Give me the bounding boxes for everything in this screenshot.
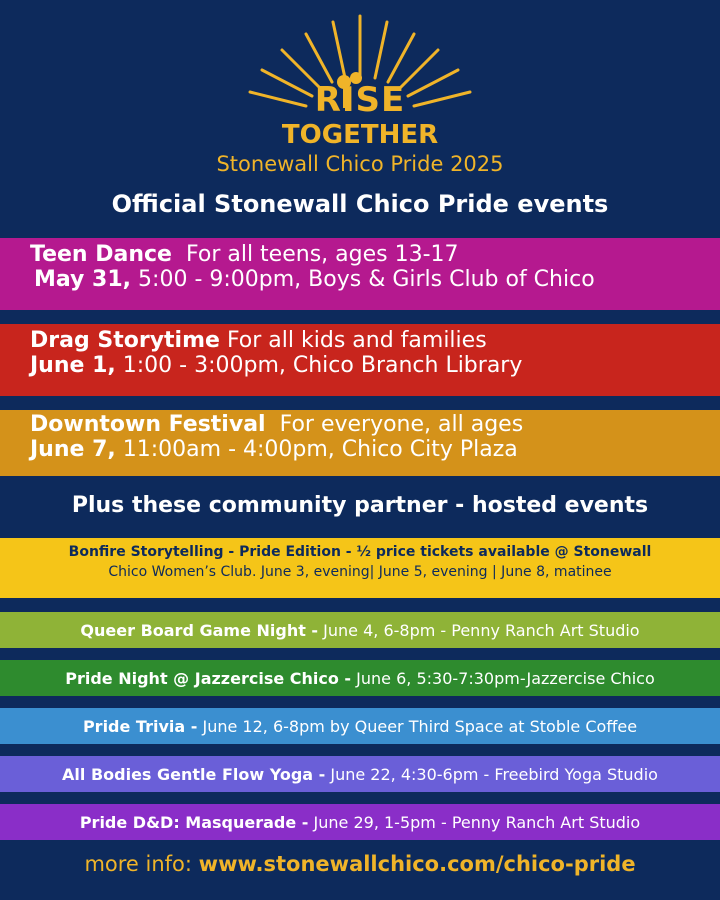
event-name: Pride Night @ Jazzercise Chico - [65,668,352,688]
teen-dance-band [0,238,720,310]
logo-together-text: TOGETHER [281,120,439,150]
more-info-footer [0,852,720,876]
bonfire-title: Bonfire Storytelling - Pride Edition - ½ price tickets available @ Stonewall [68,544,652,560]
event-subtitle: Stonewall Chico Pride 2025 [216,152,504,176]
event-name: Drag Storytime [30,328,220,353]
event-name: All Bodies Gentle Flow Yoga - [62,764,326,784]
more-info-link[interactable]: www.stonewallchico.com/chico-pride [198,852,636,876]
queer-board-game-night-band [0,612,720,648]
event-details: 1:00 - 3:00pm, Chico Branch Library [122,353,523,378]
bonfire-details: Chico Women’s Club. June 3, evening| June 5, evening | June 8, matinee [108,564,612,580]
event-date: June 7, [30,437,116,462]
event-description: For everyone, all ages [279,412,524,437]
event-name: Queer Board Game Night - [80,620,319,640]
pride-dnd-masquerade-band [0,804,720,840]
event-details: June 22, 4:30-6pm - Freebird Yoga Studio [330,764,658,784]
event-description: For all teens, ages 13-17 [185,242,459,267]
bonfire-storytelling-band [0,538,720,598]
event-details: 5:00 - 9:00pm, Boys & Girls Club of Chico [138,267,595,292]
event-details: 11:00am - 4:00pm, Chico City Plaza [122,437,518,462]
event-date: June 1, [30,353,116,378]
event-name: Teen Dance [30,242,172,267]
event-name: Pride Trivia - [82,716,198,736]
event-name: Downtown Festival [30,412,266,437]
rise-together-logo [0,0,720,150]
pride-trivia-band [0,708,720,744]
partner-events-heading: Plus these community partner - hosted events [71,493,649,518]
event-details: June 29, 1-5pm - Penny Ranch Art Studio [313,812,641,832]
gentle-flow-yoga-band [0,756,720,792]
logo-rise-text: RISE [314,80,406,120]
event-description: For all kids and families [226,328,487,353]
downtown-festival-band [0,410,720,476]
event-details: June 6, 5:30-7:30pm-Jazzercise Chico [356,668,655,688]
event-details: June 12, 6-8pm by Queer Third Space at Stoble Coffee [202,716,638,736]
drag-storytime-band [0,324,720,396]
event-details: June 4, 6-8pm - Penny Ranch Art Studio [323,620,640,640]
event-name: Pride D&D: Masquerade - [79,812,309,832]
pride-night-jazzercise-band [0,660,720,696]
official-events-heading: Official Stonewall Chico Pride events [111,190,609,218]
event-date: May 31, [34,267,132,292]
more-info-label: more info: [84,852,192,876]
